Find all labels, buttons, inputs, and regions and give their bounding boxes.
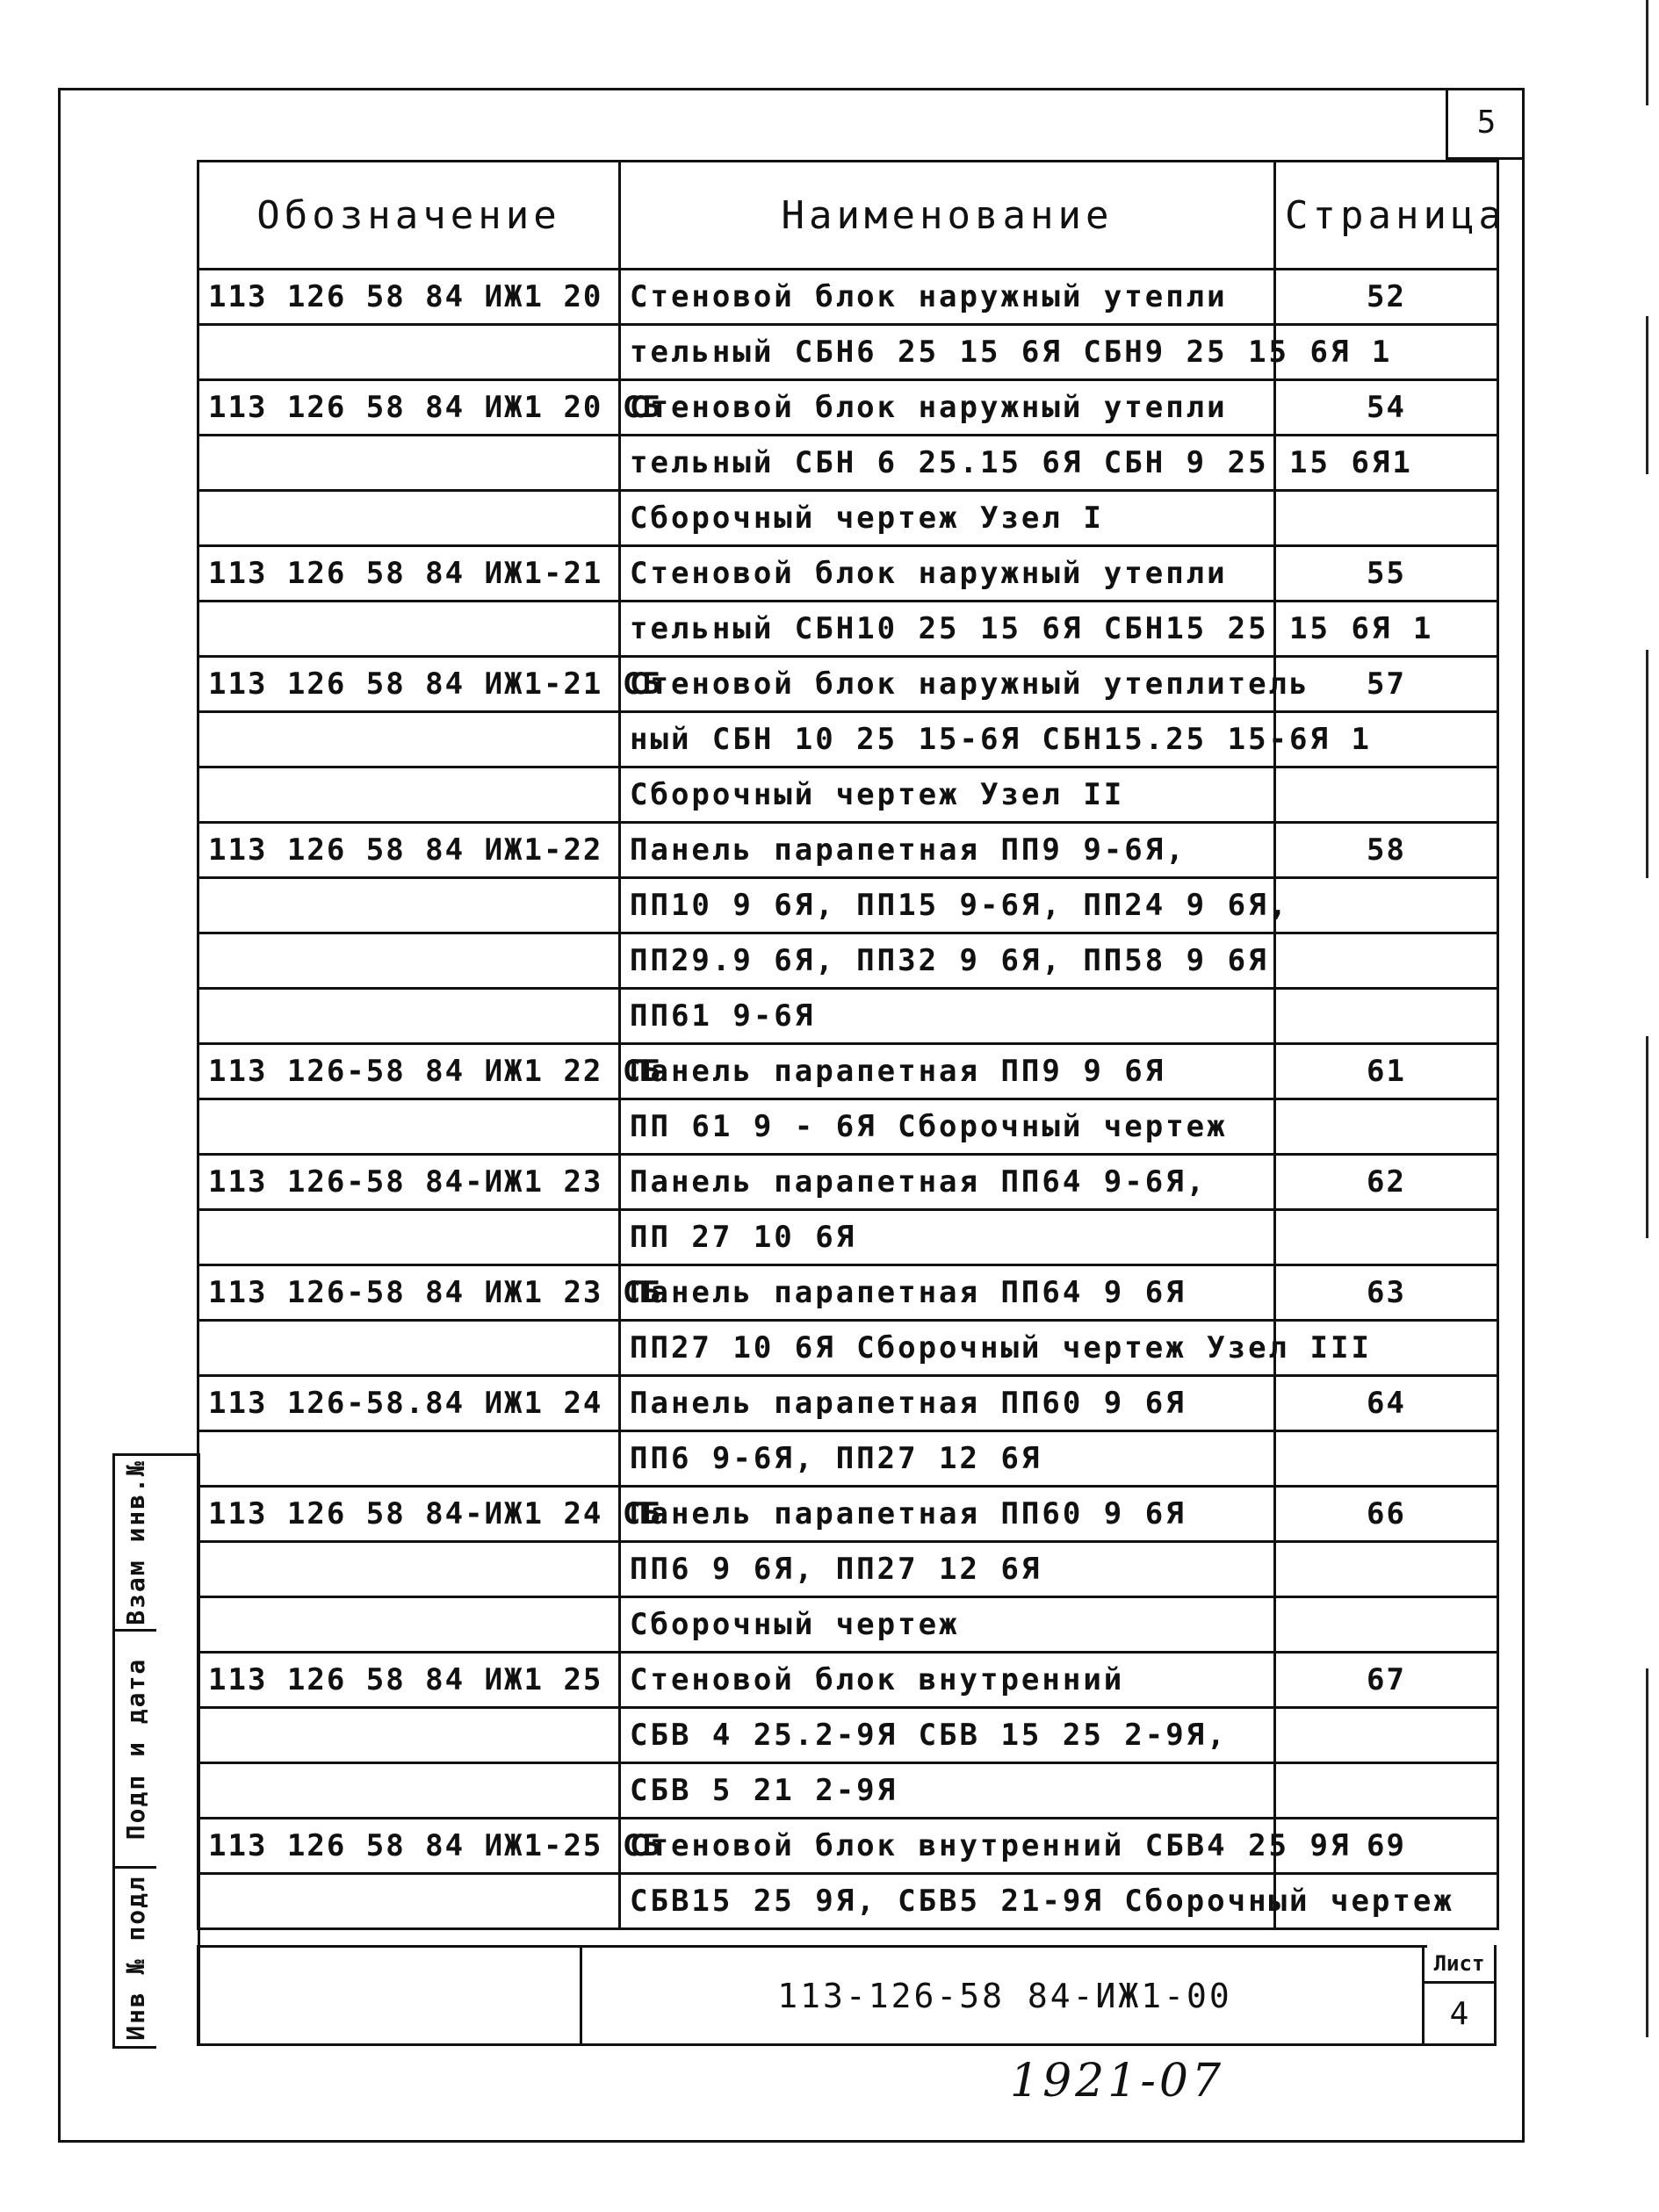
table-row	[198, 546, 1498, 602]
cell-page: 52	[1275, 270, 1498, 325]
cell-name: ПП 27 10 6Я	[620, 1210, 1275, 1265]
cell-designation	[198, 491, 620, 546]
cell-page	[1275, 1431, 1498, 1487]
cell-designation	[198, 436, 620, 491]
cell-page: 55	[1275, 546, 1498, 602]
cell-designation: 113 126 58 84 ИЖ1-21 СБ	[198, 657, 620, 712]
table-row	[198, 1321, 1498, 1376]
table-row	[198, 1431, 1498, 1487]
table-body	[198, 270, 1498, 1929]
cell-designation: 113 126-58 84-ИЖ1 23	[198, 1155, 620, 1210]
cell-name: ПП 61 9 - 6Я Сборочный чертеж	[620, 1099, 1275, 1155]
table-row	[198, 1874, 1498, 1929]
cell-name: ПП6 9 6Я, ПП27 12 6Я	[620, 1542, 1275, 1597]
cell-name: ный СБН 10 25 15-6Я СБН15.25 15-6Я 1	[620, 712, 1275, 767]
cell-designation	[198, 1597, 620, 1653]
cell-designation	[198, 712, 620, 767]
cell-name: Панель парапетная ПП60 9 6Я	[620, 1487, 1275, 1542]
scan-edge-mark	[1646, 316, 1648, 474]
cell-name: Стеновой блок внутренний СБВ4 25 9Я	[620, 1819, 1275, 1874]
table-row	[198, 1099, 1498, 1155]
cell-page: 57	[1275, 657, 1498, 712]
cell-designation	[198, 1321, 620, 1376]
table-row	[198, 325, 1498, 380]
cell-page: 62	[1275, 1155, 1498, 1210]
cell-name: СБВ 4 25.2-9Я СБВ 15 25 2-9Я,	[620, 1708, 1275, 1763]
handwritten-number: 1921-07	[1010, 2055, 1225, 2108]
header-page: Страница	[1275, 162, 1498, 270]
cell-name: ПП29.9 6Я, ПП32 9 6Я, ПП58 9 6Я	[620, 933, 1275, 989]
cell-page	[1275, 989, 1498, 1044]
cell-designation: 113 126 58 84 ИЖ1-21	[198, 546, 620, 602]
cell-designation: 113 126-58.84 ИЖ1 24	[198, 1376, 620, 1431]
table-row	[198, 1376, 1498, 1431]
cell-page: 61	[1275, 1044, 1498, 1099]
table-row	[198, 1210, 1498, 1265]
cell-name: Сборочный чертеж Узел I	[620, 491, 1275, 546]
table-row	[198, 1542, 1498, 1597]
specification-table	[197, 160, 1506, 1930]
cell-page: 54	[1275, 380, 1498, 436]
cell-designation: 113 126 58 84 ИЖ1 25	[198, 1653, 620, 1708]
cell-name: СБВ 5 21 2-9Я	[620, 1763, 1275, 1819]
cell-name: Стеновой блок внутренний	[620, 1653, 1275, 1708]
cell-designation: 113 126-58 84 ИЖ1 23 СБ	[198, 1265, 620, 1321]
header-designation: Обозначение	[198, 162, 620, 270]
cell-page	[1275, 1597, 1498, 1653]
cell-designation	[198, 1874, 620, 1929]
cell-page	[1275, 1099, 1498, 1155]
sheet-number: 4	[1449, 1995, 1469, 2032]
cell-designation	[198, 989, 620, 1044]
title-block	[197, 1945, 1497, 2046]
scan-edge-mark	[1646, 1668, 1648, 2037]
table-row	[198, 1653, 1498, 1708]
cell-name: тельный СБН6 25 15 6Я СБН9 25 15 6Я 1	[620, 325, 1275, 380]
cell-name: Панель парапетная ПП60 9 6Я	[620, 1376, 1275, 1431]
sheet-box	[1422, 1945, 1494, 2043]
table-row	[198, 491, 1498, 546]
page-number: 5	[1446, 88, 1525, 160]
cell-designation: 113 126 58 84-ИЖ1 24 СБ	[198, 1487, 620, 1542]
side-cell-replacement-inv: Взам инв.№	[112, 1456, 156, 1632]
cell-designation	[198, 767, 620, 823]
side-cell-original-inv: Инв № подл	[112, 1869, 156, 2049]
cell-name: ПП6 9-6Я, ПП27 12 6Я	[620, 1431, 1275, 1487]
table-row	[198, 1155, 1498, 1210]
cell-name: Панель парапетная ПП64 9 6Я	[620, 1265, 1275, 1321]
cell-page	[1275, 1210, 1498, 1265]
sheet-label: Лист	[1425, 1945, 1494, 1984]
cell-designation	[198, 1542, 620, 1597]
cell-name: Сборочный чертеж Узел II	[620, 767, 1275, 823]
cell-designation: 113 126 58 84 ИЖ1-22	[198, 823, 620, 878]
cell-name: ПП27 10 6Я Сборочный чертеж Узел III	[620, 1321, 1275, 1376]
cell-designation: 113 126 58 84 ИЖ1-25 СБ	[198, 1819, 620, 1874]
cell-name: ПП61 9-6Я	[620, 989, 1275, 1044]
cell-page	[1275, 491, 1498, 546]
cell-page	[1275, 1542, 1498, 1597]
cell-page: 64	[1275, 1376, 1498, 1431]
table-row	[198, 380, 1498, 436]
table-row	[198, 989, 1498, 1044]
cell-page: 69	[1275, 1819, 1498, 1874]
cell-name: тельный СБН 6 25.15 6Я СБН 9 25 15 6Я1	[620, 436, 1275, 491]
cell-name: Панель парапетная ПП9 9-6Я,	[620, 823, 1275, 878]
cell-designation	[198, 325, 620, 380]
cell-name: Сборочный чертеж	[620, 1597, 1275, 1653]
cell-page	[1275, 1763, 1498, 1819]
scan-edge-mark	[1646, 650, 1648, 878]
table-row	[198, 1708, 1498, 1763]
table-row	[198, 712, 1498, 767]
table-row	[198, 767, 1498, 823]
cell-name: Стеновой блок наружный утепли	[620, 270, 1275, 325]
side-stamp	[112, 1453, 200, 2046]
cell-designation	[198, 1431, 620, 1487]
cell-designation	[198, 602, 620, 657]
cell-page	[1275, 878, 1498, 933]
cell-name: СБВ15 25 9Я, СБВ5 21-9Я Сборочный чертеж	[620, 1874, 1275, 1929]
cell-page: 67	[1275, 1653, 1498, 1708]
side-cell-signature-date: Подп и дата	[112, 1632, 156, 1869]
table-row	[198, 1763, 1498, 1819]
cell-name: Панель парапетная ПП9 9 6Я	[620, 1044, 1275, 1099]
cell-name: Панель парапетная ПП64 9-6Я,	[620, 1155, 1275, 1210]
cell-designation	[198, 1210, 620, 1265]
table-row	[198, 1265, 1498, 1321]
table-row	[198, 1597, 1498, 1653]
cell-designation: 113 126-58 84 ИЖ1 22 СБ	[198, 1044, 620, 1099]
cell-designation	[198, 1099, 620, 1155]
cell-designation	[198, 933, 620, 989]
table-row	[198, 1487, 1498, 1542]
cell-designation: 113 126 58 84 ИЖ1 20	[198, 270, 620, 325]
table-row	[198, 933, 1498, 989]
table-row	[198, 823, 1498, 878]
title-block-left-cell	[199, 1945, 582, 2043]
cell-designation	[198, 1708, 620, 1763]
cell-page: 58	[1275, 823, 1498, 878]
table-row	[198, 878, 1498, 933]
cell-page: 63	[1275, 1265, 1498, 1321]
cell-designation	[198, 878, 620, 933]
table-row	[198, 1819, 1498, 1874]
cell-page	[1275, 933, 1498, 989]
header-name: Наименование	[620, 162, 1275, 270]
table-row	[198, 436, 1498, 491]
cell-page: 66	[1275, 1487, 1498, 1542]
table-row	[198, 657, 1498, 712]
cell-page	[1275, 767, 1498, 823]
table-row	[198, 270, 1498, 325]
cell-name: ПП10 9 6Я, ПП15 9-6Я, ПП24 9 6Я,	[620, 878, 1275, 933]
document-code: 113-126-58 84-ИЖ1-00	[582, 1945, 1427, 2043]
table-row	[198, 1044, 1498, 1099]
cell-page	[1275, 1708, 1498, 1763]
scan-edge-mark	[1646, 1036, 1648, 1238]
scan-edge-mark	[1646, 0, 1648, 105]
table-row	[198, 602, 1498, 657]
cell-designation: 113 126 58 84 ИЖ1 20 СБ	[198, 380, 620, 436]
table-header-row	[198, 162, 1498, 270]
cell-name: Стеновой блок наружный утепли	[620, 546, 1275, 602]
cell-name: тельный СБН10 25 15 6Я СБН15 25 15 6Я 1	[620, 602, 1275, 657]
cell-designation	[198, 1763, 620, 1819]
cell-name: Стеновой блок наружный утепли	[620, 380, 1275, 436]
cell-name: Стеновой блок наружный утеплитель	[620, 657, 1275, 712]
